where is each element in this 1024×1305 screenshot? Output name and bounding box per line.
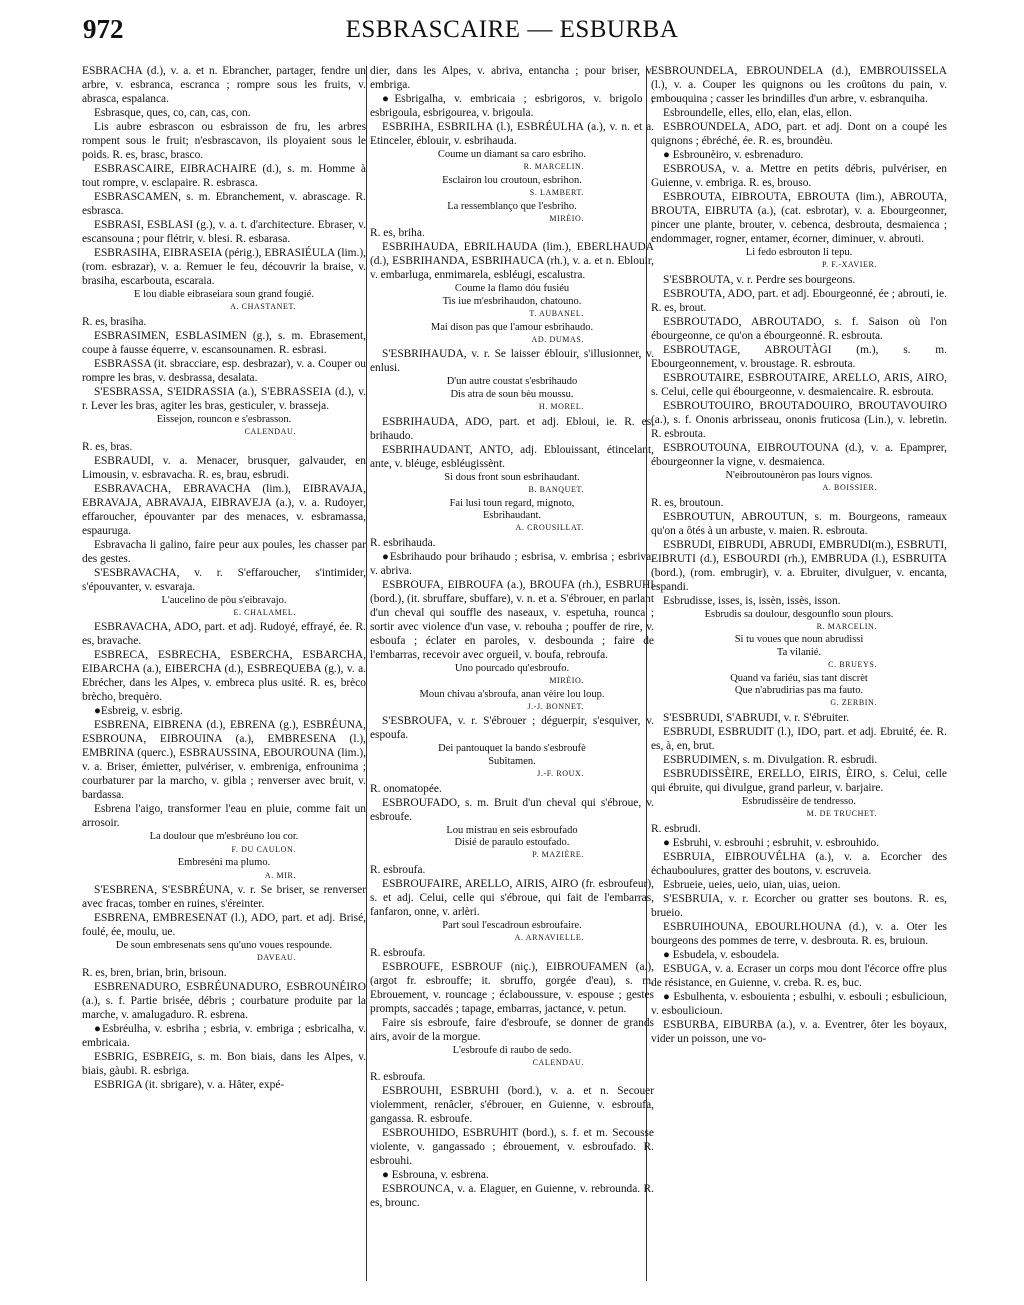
dictionary-entry: R. esbroufa.: [370, 863, 426, 876]
dictionary-entry: ●Esbrigalha, v. embricaia ; esbrigoros, v. brigolo ; esbrigoula, esbrigourea, v. brigoula.: [370, 93, 654, 119]
dictionary-entry: ESBRUDIMEN, s. m. Divulgation. R. esbrudi.: [663, 753, 878, 766]
dictionary-entry: Esbrudisse, isses, is, issèn, issès, isson.: [663, 594, 841, 607]
quotation: [82, 414, 366, 439]
dictionary-entry: S'ESBRASSA, S'EIDRASSIA (a.), S'EBRASSEIA (d.), v. r. Lever les bras, agiter les bras, gesticuler, v. brasseja.: [82, 385, 366, 412]
dictionary-entry: ESBRENADURO, ESBRÉUNADURO, ESBROUNÉIRO (a.), s. f. Partie brisée, débris ; courbature produite par la marche, v. amalugaduro. R. esbrena.: [82, 980, 366, 1021]
quotation-author: MIRÈIO.: [549, 676, 584, 686]
dictionary-entry: ESBRENA, EMBRESENAT (l.), ADO, part. et adj. Brisé, foulé, ée, moulu, ue.: [82, 912, 366, 939]
quotation-author: DAVEAU.: [257, 953, 296, 963]
dictionary-entry: ESBROUFADO, s. m. Bruit d'un cheval qui s'ébroue, v. esbroufe.: [370, 796, 654, 823]
dictionary-entry: R. esbroufa.: [370, 1071, 426, 1084]
quotation-author: J.-J. BONNET.: [527, 701, 584, 711]
dictionary-entry: Faire sis esbroufe, faire d'esbroufe, se donner de grands airs, avoir de la morgue.: [370, 1016, 654, 1043]
quotation-text: Esbrudissèire de tendresso.: [741, 795, 856, 807]
dictionary-entry: S'ESBRIHAUDA, v. r. Se laisser éblouir, s'illusionner, v. enlusi.: [370, 348, 654, 375]
dictionary-entry: ESBROUNDELA, EBROUNDELA (d.), EMBROUISSELA (l.), v. a. Couper les quignons ou les croûtons du pain, v. embouquina ; casser les brindilles d'un arbre, v. esbranquiha.: [651, 65, 947, 105]
dictionary-entry: ESBROUTADO, ABROUTADO, s. f. Saison où l'on ébourgeonne, ce qu'on a ébourgeonné. R. esbrouta.: [651, 315, 947, 342]
column-divider: [366, 66, 367, 1281]
dictionary-entry: ESBRIHAUDANT, ANTO, adj. Eblouissant, étincelant, ante, v. bléuge, esbléugissènt.: [370, 443, 654, 470]
quotation-text: N'eibroutounèron pas lours vignos.: [725, 469, 873, 481]
quotation: [82, 857, 366, 882]
quotation-text: E lou diable eibraseiara soun grand fougié.: [134, 289, 314, 300]
dictionary-entry: ● Esbudela, v. esboudela.: [663, 948, 780, 961]
quotation: [370, 472, 654, 497]
dictionary-entry: ESBRASI, ESBLASI (g.), v. a. t. d'architecture. Ebraser, v. escansouna ; pour flétrir, v. blesi. R. esbarasa.: [82, 219, 366, 245]
dictionary-entry: S'ESBRAVACHA, v. r. S'effaroucher, s'intimider, s'épouvanter, v. esvaraja.: [82, 566, 366, 593]
dictionary-entry: ESBROUFAIRE, ARELLO, AIRIS, AIRO (fr. esbroufeur), s. et adj. Celui, celle qui s'ébroue, qui fait de l'embarras, fanfaron, onne, v. arlèri.: [370, 877, 654, 918]
quotation-author: F. DU CAULON.: [231, 844, 296, 854]
quotation-author: J.-F. ROUX.: [537, 769, 584, 779]
dictionary-column-middle: [370, 64, 654, 1210]
quotation: [370, 663, 654, 688]
quotation: [651, 609, 947, 634]
quotation-text: De soun embresenats sens qu'uno voues respounde.: [115, 940, 333, 952]
quotation-text: La doulour que m'esbréuno lou cor.: [149, 831, 299, 843]
dictionary-entry: ESBRAVACHA, EBRAVACHA (lim.), EIBRAVAJA, EBRAVAJA, ABRAVAJA, EIBRAVEJA (a.), v. a. Rudoyer, effaroucher, épouvanter par des menaces, v. esbramassa, espauruga.: [82, 482, 366, 537]
quotation: [370, 201, 654, 226]
quotation-author: AD. DUMAS.: [531, 335, 584, 345]
dictionary-entry: R. esbrudi.: [651, 822, 701, 835]
quotation: [370, 376, 654, 413]
dictionary-entry: ESBROUTOUIRO, BROUTADOUIRO, BROUTAVOUIRO (a.), s. f. Ononis arbrisseau, ononis fruticosa (Lin.), v. lebretin. R. esbrouta.: [651, 399, 947, 440]
dictionary-column-left: [82, 64, 366, 1092]
quotation-author: A. ARNAVIELLE.: [514, 933, 584, 943]
quotation-text: Moun chivau a'sbroufa, anan vèire lou loup.: [419, 688, 605, 700]
quotation-author: B. BANQUET.: [528, 485, 584, 495]
quotation-text: Embreséni ma plumo.: [177, 857, 271, 869]
dictionary-entry: S'ESBRUDI, S'ABRUDI, v. r. S'ébruiter.: [663, 711, 850, 724]
quotation: [370, 322, 654, 347]
dictionary-entry: ESBRASIHA, EIBRASEIA (périg.), EBRASIÉULA (lim.), (rom. esbrazar), v. a. Remuer le feu, découvrir la braise, v. brasiha, escarbouta, escaraia.: [82, 247, 366, 287]
dictionary-entry: R. esbrihauda.: [370, 536, 436, 549]
quotation-text: Mai dison pas que l'amour esbrihaudo.: [430, 321, 594, 333]
quotation-text: Part soul l'escadroun esbroufaire.: [442, 919, 582, 931]
quotation: [370, 283, 654, 320]
dictionary-entry: R. es, bren, brian, brin, brisoun.: [82, 966, 227, 979]
dictionary-entry: ESBRIG, ESBREIG, s. m. Bon biais, dans les Alpes, v. biais, gàubi. R. esbriga.: [82, 1050, 366, 1077]
dictionary-entry: S'ESBRUIA, v. r. Ecorcher ou gratter ses boutons. R. es, brueio.: [651, 892, 947, 919]
dictionary-entry: ESBROUTOUNA, EIBROUTOUNA (d.), v. a. Epamprer, ébourgeonner la vigne, v. desmaienca.: [651, 441, 947, 468]
quotation-text: Esbrudis sa doulour, desgounflo soun plours.: [704, 608, 894, 620]
quotation-text: Fai lusi toun regard, mignoto, Esbrihaudant.: [449, 497, 575, 521]
dictionary-entry: dier, dans les Alpes, v. abriva, entancha ; pour briser, v. embriga.: [370, 65, 654, 91]
quotation: [82, 595, 366, 620]
quotation-author: CALENDAU.: [532, 1058, 584, 1067]
quotation: [370, 920, 654, 945]
dictionary-entry: Esbravacha li galino, faire peur aux poules, les chasser par des gestes.: [82, 538, 366, 565]
quotation-author: S. LAMBERT.: [529, 188, 584, 198]
dictionary-entry: ESBRENA, EIBRENA (d.), EBRENA (g.), ESBRÉUNA, ESBROUNA, EIBROUINA (a.), EMBRESENA (l.), EMBRINA (querc.), ESBRAUSSINA, EBOUROUNA (lim.), v. a. Briser, émietter, pulvériser, v. embreniga, enfrounima ; courbaturer par la marcho, v. gibla ; renverser avec bruit, v. bardassa.: [82, 719, 366, 802]
dictionary-entry: ESBROUTAGE, ABROUTÀGI (m.), s. m. Ebourgeonnement, v. broustage. R. esbrouta.: [651, 343, 947, 370]
quotation: [370, 689, 654, 714]
quotation-text: Lou mistrau en seis esbroufado Disié de paraulo estoufado.: [446, 824, 578, 848]
dictionary-entry: ESBUGA, v. a. Ecraser un corps mou dont l'écorce offre plus de résistance, en Guienne, v. creba. R. es, buc.: [651, 962, 947, 989]
dictionary-entry: ESBRUIHOUNA, EBOURLHOUNA (d.), v. a. Oter les bourgeons des pommes de terre, v. desbrouta. R. es, bruioun.: [651, 920, 947, 947]
quotation-text: Dei pantouquet la bando s'esbroufè Subitamen.: [438, 743, 586, 767]
dictionary-entry: ●Esbrihaudo pour brihaudo ; esbrisa, v. embrisa ; esbriva, v. abriva.: [370, 550, 654, 577]
quotation-author: A. CHASTANET.: [230, 302, 296, 312]
dictionary-entry: ESBRAVACHA, ADO, part. et adj. Rudoyé, effrayé, ée. R. es, bravache.: [82, 621, 366, 648]
quotation-text: L'esbroufe di raubo de sedo.: [452, 1044, 572, 1056]
dictionary-entry: ESBRIHAUDA, ADO, part. et adj. Ebloui, ie. R. es, brihaudo.: [370, 415, 654, 442]
dictionary-entry: ESBROUNDELA, ADO, part. et adj. Dont on a coupé les quignons ; ébréché, ée. R. es, broundèu.: [651, 121, 947, 147]
dictionary-entry: R. onomatopée.: [370, 782, 442, 795]
dictionary-entry: ● Esbulhenta, v. esbouienta ; esbulhi, v. esbouli ; esbulicioun, v. esboulicioun.: [651, 990, 947, 1017]
quotation: [82, 831, 366, 856]
dictionary-entry: ESBROUHI, ESBRUHI (bord.), v. a. et n. Secouer violemment, renâcler, s'ébrouer, en Guienne, v. esbroufa, gangassa. R. esbroufe.: [370, 1085, 654, 1126]
quotation-author: G. ZERBIN.: [830, 698, 877, 708]
quotation: [651, 247, 947, 272]
dictionary-entry: Esbrasque, ques, co, can, cas, con.: [94, 107, 251, 119]
dictionary-entry: ESBROUFE, ESBROUF (niç.), EIBROUFAMEN (a.), (argot fr. esbrouffe; it. sbruffo, gorgée d'eau), s. m. Ebrouement, v. rouncage ; éclaboussure, v. espouse ; gestes prompts, saccadés ; tapage, embarras, jactance, v. petun.: [370, 960, 654, 1015]
quotation-text: Li fedo esbrouton li tepu.: [745, 247, 853, 258]
dictionary-entry: ESBRIGA (it. sbrigare), v. a. Hâter, expé-: [94, 1078, 285, 1091]
dictionary-entry: ESBRIHA, ESBRILHA (l.), ESBRÉULHA (a.), v. n. et a. Etinceler, éblouir, v. esbrihauda.: [370, 121, 654, 147]
quotation-author: E. CHALAMEL.: [233, 608, 296, 618]
quotation-author: H. MOREL.: [538, 402, 584, 412]
quotation-author: P. MAZIÈRE.: [532, 850, 584, 860]
quotation-author: P. F.-XAVIER.: [821, 260, 877, 270]
dictionary-entry: ESBROUHIDO, ESBRUHIT (bord.), s. f. et m. Secousse violente, v. gangassado ; ébrouement, v. esbroufado. R. esbrouhi.: [370, 1127, 654, 1168]
quotation-text: Coume la flamo dóu fusiéu Tis iue m'esbrihaudon, chatouno.: [442, 283, 582, 307]
quotation-author: A. MIR.: [264, 870, 296, 880]
quotation: [370, 825, 654, 862]
quotation: [370, 498, 654, 535]
quotation-text: Esclairon lou croutoun, esbrihon.: [442, 174, 582, 186]
quotation-author: R. MARCELIN.: [523, 162, 584, 172]
dictionary-entry: ESBRUDI, ESBRUDIT (l.), IDO, part. et adj. Ebruité, ée. R. es, à, en, brut.: [651, 725, 947, 752]
dictionary-entry: ESBROUTA, ADO, part. et adj. Ebourgeonné, ée ; abrouti, ie. R. es, brout.: [651, 287, 947, 314]
dictionary-entry: Lis aubre esbrascon ou esbraisson de fru, les arbres rompent sous le fruit; n'esbrascavon, ils ployaient sous le poids. R. es, brasc, brasco.: [82, 121, 366, 161]
quotation-text: Uno pourcado qu'esbroufo.: [454, 662, 570, 674]
quotation-text: D'un autre coustat s'esbrihaudo Dis atra de soun bèu moussu.: [446, 376, 578, 400]
quotation-author: A. CROUSILLAT.: [515, 523, 584, 533]
dictionary-column-right: [651, 64, 947, 1046]
dictionary-entry: Esbrena l'aigo, transformer l'eau en pluie, comme fait un arrosoir.: [82, 803, 366, 830]
dictionary-entry: ● Esbrouna, v. esbrena.: [382, 1169, 489, 1182]
dictionary-entry: R. es, brasiha.: [82, 315, 147, 328]
quotation: [370, 149, 654, 174]
quotation-text: Coume un diamant sa caro esbriho.: [437, 149, 587, 160]
dictionary-entry: R. es, bras.: [82, 440, 133, 453]
dictionary-entry: R. es, briha.: [370, 227, 425, 240]
dictionary-entry: ESBURBA, EIBURBA (a.), v. a. Eventrer, ôter les boyaux, vider un poisson, une vo-: [651, 1018, 947, 1045]
dictionary-entry: ESBROUTAIRE, ESBROUTAIRE, ARELLO, ARIS, AIRO, s. Celui, celle qui ébourgeonne, v. desmaiencaire. R. esbrouta.: [651, 371, 947, 398]
dictionary-entry: ESBROUTUN, ABROUTUN, s. m. Bourgeons, rameaux qu'on a ôtés à un arbuste, v. maien. R. esbrouta.: [651, 510, 947, 537]
quotation-text: Si dous front soun esbrihaudant.: [444, 471, 580, 483]
dictionary-entry: ESBRAUDI, v. a. Menacer, brusquer, galvauder, en Limousin, v. esbravacha. R. es, brau, esbrudi.: [82, 454, 366, 481]
quotation: [651, 470, 947, 495]
quotation-author: MIRÈIO.: [549, 214, 584, 224]
quotation-author: CALENDAU.: [244, 427, 296, 437]
dictionary-entry: ESBROUSA, v. a. Mettre en petits débris, pulvériser, en Guienne, v. embriga. R. es, brouso.: [651, 163, 947, 189]
dictionary-entry: S'ESBROUFA, v. r. S'ébrouer ; déguerpir, s'esquiver, v. espoufa.: [370, 715, 654, 742]
quotation: [651, 673, 947, 710]
dictionary-entry: ESBRASCAIRE, EIBRACHAIRE (d.), s. m. Homme à tout rompre, v. esclapaire. R. esbrasca.: [82, 163, 366, 189]
dictionary-entry: S'ESBRENA, S'ESBRÉUNA, v. r. Se briser, se renverser avec fracas, tomber en ruines, s'éreinter.: [82, 884, 366, 911]
dictionary-entry: ESBRASIMEN, ESBLASIMEN (g.), s. m. Ebrasement, coupe à fausse équerre, v. escansounamen. R. esbrasi.: [82, 329, 366, 356]
dictionary-entry: ●Esbreig, v. esbrig.: [94, 705, 183, 718]
quotation-text: Si tu voues que noun abrudissi Ta vilanié.: [734, 634, 864, 658]
dictionary-entry: ESBRASCAMEN, s. m. Ebranchement, v. abrascage. R. esbrasca.: [82, 191, 366, 217]
dictionary-entry: ESBRECA, ESBRECHA, ESBERCHA, ESBARCHA, EIBARCHA (a.), EIBERCHA (d.), ESBREQUEBA (g.), v. a. Ebrécher, dans les Alpes, v. embreca plus usité. R. es, brèco brècho, brequèro.: [82, 649, 366, 704]
quotation-author: A. BOISSIER.: [822, 483, 877, 493]
quotation: [370, 1045, 654, 1070]
dictionary-entry: ESBROUNCA, v. a. Elaguer, en Guienne, v. rebrounda. R. es, brounc.: [370, 1183, 654, 1210]
dictionary-entry: ESBROUFA, EIBROUFA (a.), BROUFA (rh.), ESBRUHI (bord.), (it. sbruffare, sbuffare), v. n. et a. S'ébrouer, en parlant d'un cheval qui souffle des naseaux, v. espetuha, rounca ; sortir avec violence d'un vase, v. rebouha ; pouffer de rire, v. esboufa ; éclater en paroles, v. desbounda ; faire de l'embarras, recevoir avec orgueil, v. boufa, rebroufa.: [370, 578, 654, 661]
quotation-text: La ressemblanço que l'esbriho.: [447, 200, 577, 212]
quotation: [370, 743, 654, 780]
quotation: [651, 796, 947, 821]
quotation: [651, 634, 947, 671]
dictionary-entry: ESBRUDISSÈIRE, ERELLO, EIRIS, ÈIRO, s. Celui, celle qui ébruite, qui divulgue, grand parleur, v. barjaire.: [651, 767, 947, 794]
quotation-author: R. MARCELIN.: [816, 622, 877, 632]
dictionary-entry: ESBRACHA (d.), v. a. et n. Ebrancher, partager, fendre un arbre, v. esbranca, escranca ; rompre sous les fruits, v. abrasca, espalanca.: [82, 65, 366, 105]
quotation-author: T. AUBANEL.: [529, 309, 584, 319]
page-title: ESBRASCAIRE — ESBURBA: [345, 16, 679, 43]
dictionary-entry: ESBRUIA, EIBROUVÉLHA (a.), v. a. Ecorcher des échauboulures, gratter des boutons, v. escruveia.: [651, 850, 947, 877]
dictionary-entry: ● Esbrounèiro, v. esbrenaduro.: [663, 149, 804, 161]
quotation-author: C. BRUEYS.: [828, 660, 877, 670]
dictionary-entry: S'ESBROUTA, v. r. Perdre ses bourgeons.: [663, 273, 856, 286]
dictionary-entry: ESBRUDI, EIBRUDI, ABRUDI, EMBRUDI(m.), ESBRUTI, EIBRUTI (d.), ESBOURDI (rh.), EMBRUDA (l.), ESBRUITA (bord.), (rom. embrugir), v. a. Ebruiter, divulguer, v. encanta, espandi.: [651, 538, 947, 593]
dictionary-entry: Esbroundelle, elles, ello, elan, elas, ellon.: [663, 107, 852, 119]
dictionary-entry: ESBRIHAUDA, EBRILHAUDA (lim.), EBERLHAUDA (d.), ESBRIHANDA, ESBRIHAUCA (rh.), v. a. et n. Eblouir, v. embarluga, enmimarela, esbléugi, escalustra.: [370, 241, 654, 282]
quotation: [82, 289, 366, 314]
quotation-text: L'aucelino de pòu s'eibravajo.: [161, 594, 287, 606]
quotation: [82, 940, 366, 965]
dictionary-entry: Esbrueie, ueies, ueio, uian, uias, ueion.: [663, 878, 841, 891]
dictionary-entry: ●Esbréulha, v. esbriha ; esbria, v. embriga ; esbricalha, v. embricaia.: [82, 1022, 366, 1049]
dictionary-entry: R. es, broutoun.: [651, 496, 724, 509]
dictionary-entry: R. esbroufa.: [370, 946, 426, 959]
dictionary-entry: ● Esbruhi, v. esbrouhi ; esbruhit, v. esbrouhido.: [663, 836, 880, 849]
quotation: [370, 175, 654, 200]
page-number: 972: [83, 14, 124, 44]
dictionary-entry: ESBROUTA, EIBROUTA, EBROUTA (lim.), ABROUTA, BROUTA, EIBRUTA (a.), (cat. esbrotar), v. a. Ebourgeonner, pincer une plante, brouter, v. cebenca, desbrouta, desmaienca ; endommager, rogner, entamer, écorner, diminuer, v. abrouti.: [651, 191, 947, 245]
dictionary-entry: ESBRASSA (it. sbracciare, esp. desbrazar), v. a. Couper ou rompre les bras, v. desbrassa, desalata.: [82, 357, 366, 384]
quotation-author: M. DE TRUCHET.: [806, 809, 877, 819]
quotation-text: Quand va fariéu, sias tant discrèt Que n'abrudirias pas ma fauto.: [730, 672, 868, 697]
quotation-text: Eissejon, rouncon e s'esbrasson.: [156, 413, 292, 425]
